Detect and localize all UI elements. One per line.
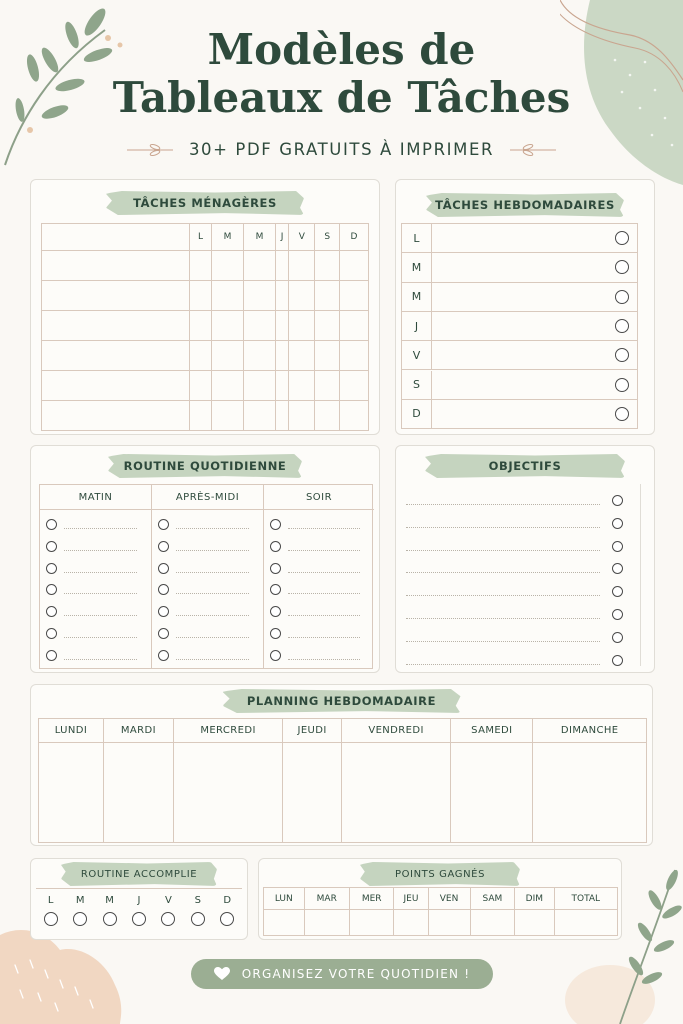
checkbox-circle[interactable] [46,584,57,595]
checkbox-circle[interactable] [158,606,169,617]
dotted-line[interactable] [406,618,600,619]
card-title: TÂCHES MÉNAGÈRES [133,196,277,210]
day-letter: M [402,283,432,311]
card-points-gagnes [258,858,622,940]
card-title: ROUTINE ACCOMPLIE [80,868,198,880]
day-letter: L [47,895,54,906]
day-head: D [339,224,368,251]
day-letter: D [223,895,232,906]
dotted-line[interactable] [406,595,600,596]
checkbox-circle[interactable] [158,628,169,639]
routine-column-soir [264,485,374,668]
task-cell[interactable] [42,251,190,281]
day-head: MAR [304,888,349,910]
card-objectifs [395,445,655,673]
routine-item[interactable] [158,583,255,597]
checkbox-circle[interactable] [270,650,281,661]
dotted-line[interactable] [64,615,137,616]
day-head: M [243,224,275,251]
objective-item[interactable] [396,626,640,649]
checkbox-circle[interactable] [612,609,623,620]
list-item[interactable] [402,312,637,341]
day-head: MER [349,888,393,910]
dotted-line[interactable] [176,615,249,616]
day-head: SAM [470,888,515,910]
day-check[interactable] [183,889,212,933]
table-row[interactable] [42,311,369,341]
day-check[interactable] [36,889,65,933]
day-letter: V [402,341,432,369]
list-item[interactable] [402,371,637,400]
weekly-list [401,223,638,429]
dotted-line[interactable] [288,528,360,529]
card-title: PLANNING HEBDOMADAIRE [246,694,437,708]
dotted-line[interactable] [406,550,600,551]
checkbox-circle[interactable] [612,518,623,529]
day-cell[interactable] [173,743,282,843]
grid-header [42,224,369,251]
sprig-left-icon [125,143,175,157]
day-head: V [289,224,315,251]
checkbox-circle[interactable] [615,407,629,421]
checkbox-circle[interactable] [615,231,629,245]
day-letter: L [402,224,432,252]
day-head: MARDI [103,719,173,743]
checkbox-circle[interactable] [161,912,175,926]
checkbox-circle[interactable] [612,495,623,506]
task-cell[interactable] [42,311,190,341]
routine-item[interactable] [158,562,255,576]
table-row[interactable] [42,281,369,311]
column-head: MATIN [40,485,151,510]
points-table [263,887,618,936]
day-check[interactable] [213,889,242,933]
checkbox-circle[interactable] [270,519,281,530]
day-check[interactable] [65,889,94,933]
checkbox-circle[interactable] [270,628,281,639]
dotted-line[interactable] [64,659,137,660]
checkbox-circle[interactable] [612,632,623,643]
dotted-line[interactable] [64,572,137,573]
brush-label [426,193,624,217]
checkbox-circle[interactable] [158,563,169,574]
points-cell[interactable] [394,910,428,936]
points-header [264,888,618,910]
objective-item[interactable] [396,649,640,672]
day-letter: J [137,895,141,906]
day-cell[interactable] [39,743,104,843]
routine-item[interactable] [158,518,255,532]
routine-item[interactable] [270,562,366,576]
total-cell[interactable] [554,910,617,936]
routine-item[interactable] [270,605,366,619]
checkbox-circle[interactable] [46,563,57,574]
points-cell[interactable] [470,910,515,936]
day-head: VEN [428,888,470,910]
routine-column-apres-midi [152,485,264,668]
checkbox-circle[interactable] [44,912,58,926]
day-letter: V [164,895,172,906]
dotted-line[interactable] [288,550,360,551]
brush-label [61,862,217,886]
routine-item[interactable] [158,649,255,663]
routine-item[interactable] [158,627,255,641]
dotted-line[interactable] [64,593,137,594]
subtitle-row [0,140,683,159]
card-title: POINTS GAGNÉS [394,868,486,880]
brush-label [425,454,625,478]
day-head: MERCREDI [173,719,282,743]
day-head: S [315,224,340,251]
checkbox-circle[interactable] [46,541,57,552]
checkbox-circle[interactable] [615,260,629,274]
checkbox-circle[interactable] [270,584,281,595]
list-item[interactable] [402,283,637,312]
day-letter: M [75,895,85,906]
checkbox-circle[interactable] [270,563,281,574]
day-letter: S [402,371,432,399]
checkbox-circle[interactable] [191,912,205,926]
card-routine-quotidienne [30,445,380,673]
card-title: TÂCHES HEBDOMADAIRES [435,198,615,212]
day-head: J [275,224,288,251]
table-row[interactable] [42,371,369,401]
checkbox-circle[interactable] [220,912,234,926]
routine-item[interactable] [46,627,143,641]
column-head: APRÈS-MIDI [152,485,263,510]
task-cell[interactable] [42,371,190,401]
dotted-line[interactable] [288,593,360,594]
task-cell[interactable] [42,341,190,371]
sprig-right-icon [508,143,558,157]
task-column-head [42,224,190,251]
dotted-line[interactable] [176,593,249,594]
dotted-line[interactable] [406,504,600,505]
dotted-line[interactable] [176,637,249,638]
day-cell[interactable] [283,743,342,843]
day-check[interactable] [95,889,124,933]
day-head: M [211,224,243,251]
points-cell[interactable] [428,910,470,936]
column-head: SOIR [264,485,374,510]
dotted-line[interactable] [176,528,249,529]
card-title: ROUTINE QUOTIDIENNE [123,459,287,473]
routine-item[interactable] [158,605,255,619]
day-head: LUNDI [39,719,104,743]
dotted-line[interactable] [64,550,137,551]
brush-label [106,191,304,215]
dotted-line[interactable] [406,664,600,665]
routine-item[interactable] [46,605,143,619]
points-cell[interactable] [264,910,305,936]
table-row[interactable] [42,251,369,281]
planning-row[interactable] [39,743,647,843]
checkbox-circle[interactable] [46,606,57,617]
planning-header [39,719,647,743]
checkbox-circle[interactable] [615,378,629,392]
day-cell[interactable] [341,743,450,843]
routine-item[interactable] [46,518,143,532]
day-cell[interactable] [533,743,647,843]
routine-item[interactable] [158,540,255,554]
card-taches-menageres [30,179,380,435]
dotted-line[interactable] [176,550,249,551]
routine-item[interactable] [270,627,366,641]
day-letter: M [105,895,114,906]
checkbox-circle[interactable] [46,650,57,661]
checkbox-circle[interactable] [46,628,57,639]
checkbox-circle[interactable] [612,563,623,574]
dotted-line[interactable] [288,572,360,573]
day-check[interactable] [124,889,153,933]
routine-item[interactable] [270,583,366,597]
checkbox-circle[interactable] [612,586,623,597]
checkbox-circle[interactable] [615,319,629,333]
dotted-line[interactable] [176,659,249,660]
objective-item[interactable] [396,489,640,512]
day-head: SAMEDI [451,719,533,743]
checkbox-circle[interactable] [158,541,169,552]
checkbox-circle[interactable] [158,584,169,595]
points-cell[interactable] [304,910,349,936]
routine-item[interactable] [46,562,143,576]
checkbox-circle[interactable] [132,912,146,926]
table-row[interactable] [42,341,369,371]
routine-item[interactable] [270,649,366,663]
total-head: TOTAL [554,888,617,910]
checkbox-circle[interactable] [270,541,281,552]
completed-grid [36,888,242,933]
day-check[interactable] [154,889,183,933]
routine-item[interactable] [46,649,143,663]
routine-item[interactable] [46,540,143,554]
checkbox-circle[interactable] [103,912,117,926]
checkbox-circle[interactable] [158,519,169,530]
checkbox-circle[interactable] [158,650,169,661]
routine-item[interactable] [270,540,366,554]
routine-item[interactable] [270,518,366,532]
day-letter: J [402,312,432,340]
dotted-line[interactable] [406,572,600,573]
dotted-line[interactable] [64,528,137,529]
day-head: L [190,224,212,251]
checkbox-circle[interactable] [73,912,87,926]
day-head: VENDREDI [341,719,450,743]
brush-label [223,689,461,713]
title-line-2: Tableaux de Tâches [112,73,571,122]
objective-item[interactable] [396,512,640,535]
page-title [0,26,683,122]
weekly-planning-table [38,718,647,843]
list-item[interactable] [402,341,637,370]
checkbox-circle[interactable] [612,541,623,552]
day-head: JEU [394,888,428,910]
dotted-line[interactable] [288,659,360,660]
brush-label [360,862,520,886]
day-head: JEUDI [283,719,342,743]
day-cell[interactable] [451,743,533,843]
footer-banner [191,959,493,989]
dotted-line[interactable] [288,615,360,616]
task-cell[interactable] [42,401,190,431]
checkbox-circle[interactable] [46,519,57,530]
list-item[interactable] [402,224,637,253]
table-row[interactable] [42,401,369,431]
objective-item[interactable] [396,557,640,580]
checkbox-circle[interactable] [615,290,629,304]
card-routine-accomplie [30,858,248,940]
objective-item[interactable] [396,535,640,558]
checkbox-circle[interactable] [612,655,623,666]
dotted-line[interactable] [176,572,249,573]
objective-item[interactable] [396,603,640,626]
heart-icon [214,967,230,981]
points-cell[interactable] [515,910,554,936]
day-head: DIMANCHE [533,719,647,743]
subtitle: 30+ PDF GRATUITS À IMPRIMER [188,140,495,159]
card-planning-hebdomadaire [30,684,653,846]
card-taches-hebdomadaires [395,179,655,435]
day-letter: M [402,253,432,281]
day-letter: D [402,400,432,428]
task-cell[interactable] [42,281,190,311]
dotted-line[interactable] [406,641,600,642]
day-cell[interactable] [103,743,173,843]
points-cell[interactable] [349,910,393,936]
title-line-1: Modèles de [207,25,476,74]
checkbox-circle[interactable] [270,606,281,617]
chore-grid [41,223,369,431]
checkbox-circle[interactable] [615,348,629,362]
dotted-line[interactable] [64,637,137,638]
routine-grid [39,484,373,669]
routine-item[interactable] [46,583,143,597]
banner-text: ORGANISEZ VOTRE QUOTIDIEN ! [241,967,471,981]
list-item[interactable] [402,253,637,282]
objective-item[interactable] [396,580,640,603]
routine-column-matin [40,485,152,668]
day-head: LUN [264,888,305,910]
day-head: DIM [515,888,554,910]
objectives-list [396,484,641,666]
brush-label [108,454,302,478]
points-row[interactable] [264,910,618,936]
dotted-line[interactable] [288,637,360,638]
card-title: OBJECTIFS [488,459,562,473]
list-item[interactable] [402,400,637,429]
day-letter: S [194,895,201,906]
dotted-line[interactable] [406,527,600,528]
